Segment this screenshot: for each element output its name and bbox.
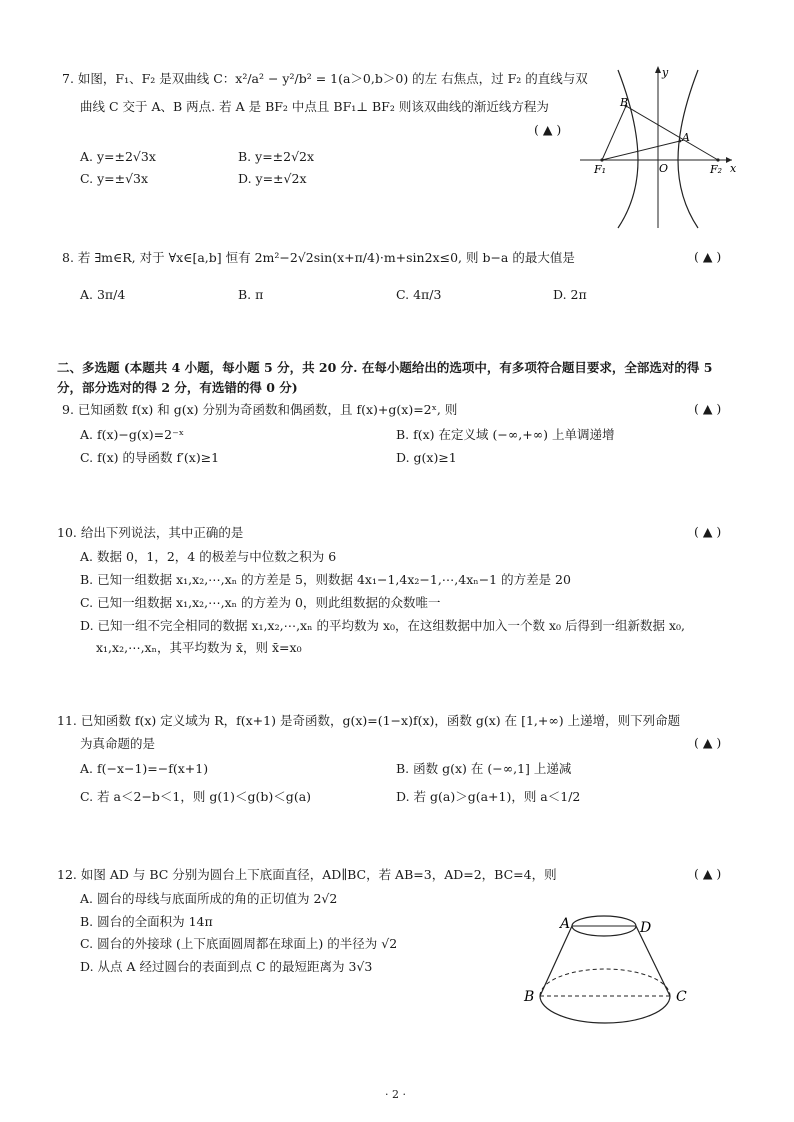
q11-option-b: B. 函数 g(x) 在 (−∞,1] 上递减 [396,761,572,776]
q12-stem: 12. 如图 AD 与 BC 分别为圆台上下底面直径，AD∥BC，若 AB=3，AD=2，BC=4，则 [57,867,557,882]
q10-option-a: A. 数据 0，1，2，4 的极差与中位数之积为 6 [80,549,337,564]
q7-option-c: C. y=±√3x [80,171,149,186]
line-b-f2 [626,106,718,160]
q10-stem: 10. 给出下列说法，其中正确的是 [57,525,244,540]
q8-option-a: A. 3π/4 [80,287,126,302]
hyperbola-left-branch [618,70,638,228]
label-b: B [524,989,535,1005]
label-b: B [620,96,629,109]
section2-heading-line2: 分，部分选对的得 2 分，有选错的得 0 分) [57,380,298,395]
q10-option-d-line1: D. 已知一组不完全相同的数据 x₁,x₂,⋯,xₙ 的平均数为 x₀，在这组数据中加入一个数 x₀ 后得到一组新数据 x₀, [80,618,686,633]
q8-answer-blank: ( ▲ ) [694,249,722,264]
q12-option-c: C. 圆台的外接球 (上下底面圆周都在球面上) 的半径为 √2 [80,936,398,951]
y-axis-arrow [655,66,661,73]
q12-option-a: A. 圆台的母线与底面所成的角的正切值为 2√2 [80,891,338,906]
q7-stem-line1: 7. 如图，F₁、F₂ 是双曲线 C：x²/a² − y²/b² = 1(a＞0,b＞0) 的左 右焦点，过 F₂ 的直线与双 [62,71,588,86]
q12-frustum-figure [518,910,708,1030]
point-f2 [716,158,719,161]
point-f1 [600,158,603,161]
q10-option-b: B. 已知一组数据 x₁,x₂,⋯,xₙ 的方差是 5，则数据 4x₁−1,4x₂−1,⋯,4xₙ−1 的方差是 20 [80,572,571,587]
slant-dc [636,926,670,996]
label-f1: F₁ [594,163,607,176]
hyperbola-right-branch [678,70,698,228]
q9-option-a: A. f(x)−g(x)=2⁻ˣ [80,427,185,442]
q8-option-c: C. 4π/3 [396,287,442,302]
label-y: y [662,66,669,79]
line-f1-a [602,141,680,160]
label-a: A [560,916,571,932]
q7-stem-line2: 曲线 C 交于 A、B 两点. 若 A 是 BF₂ 中点且 BF₁⊥ BF₂ 则该双曲线的渐近线方程为 [80,99,549,114]
q11-option-d: D. 若 g(a)＞g(a+1)，则 a＜1/2 [396,789,581,804]
label-c: C [676,989,687,1005]
q7-option-b: B. y=±2√2x [238,149,315,164]
bottom-front-arc [540,996,670,1023]
label-x: x [730,162,737,175]
line-f1-b [602,106,626,160]
q12-option-b: B. 圆台的全面积为 14π [80,914,213,929]
q11-stem-line2: 为真命题的是 [80,736,156,751]
q10-option-c: C. 已知一组数据 x₁,x₂,⋯,xₙ 的方差为 0，则此组数据的众数唯一 [80,595,441,610]
q10-option-d-line2: x₁,x₂,⋯,xₙ，其平均数为 x̄，则 x̄=x₀ [96,640,302,655]
q9-option-c: C. f(x) 的导函数 f′(x)≥1 [80,450,220,465]
label-a: A [682,131,690,144]
q10-answer-blank: ( ▲ ) [694,524,722,539]
label-f2: F₂ [710,163,723,176]
slant-ab [540,926,572,996]
label-o: O [659,162,669,175]
q9-option-d: D. g(x)≥1 [396,450,457,465]
label-d: D [640,920,652,936]
q9-stem: 9. 已知函数 f(x) 和 g(x) 分别为奇函数和偶函数，且 f(x)+g(x)=2ˣ, 则 [62,402,458,417]
q11-option-a: A. f(−x−1)=−f(x+1) [80,761,209,776]
q9-option-b: B. f(x) 在定义域 (−∞,+∞) 上单调递增 [396,427,615,442]
q12-option-d: D. 从点 A 经过圆台的表面到点 C 的最短距离为 3√3 [80,959,373,974]
q7-answer-blank: ( ▲ ) [534,122,562,137]
q8-option-d: D. 2π [553,287,587,302]
q7-hyperbola-figure [580,62,740,230]
q8-stem: 8. 若 ∃m∈R, 对于 ∀x∈[a,b] 恒有 2m²−2√2sin(x+π/4)·m+sin2x≤0, 则 b−a 的最大值是 [62,250,575,265]
q7-option-d: D. y=±√2x [238,171,307,186]
section2-heading-line1: 二、多选题 (本题共 4 小题，每小题 5 分，共 20 分. 在每小题给出的选项中，有多项符合题目要求，全部选对的得 5 [57,360,713,375]
q8-option-b: B. π [238,287,264,302]
bottom-back-arc [540,969,670,996]
point-a [679,140,682,143]
q11-answer-blank: ( ▲ ) [694,735,722,750]
q11-stem-line1: 11. 已知函数 f(x) 定义域为 R，f(x+1) 是奇函数，g(x)=(1−x)f(x)，函数 g(x) 在 [1,+∞) 上递增，则下列命题 [57,713,681,728]
q9-answer-blank: ( ▲ ) [694,401,722,416]
page-number: · 2 · [385,1088,406,1101]
q12-answer-blank: ( ▲ ) [694,866,722,881]
q11-option-c: C. 若 a＜2−b＜1，则 g(1)＜g(b)＜g(a) [80,789,312,804]
q7-option-a: A. y=±2√3x [80,149,156,164]
